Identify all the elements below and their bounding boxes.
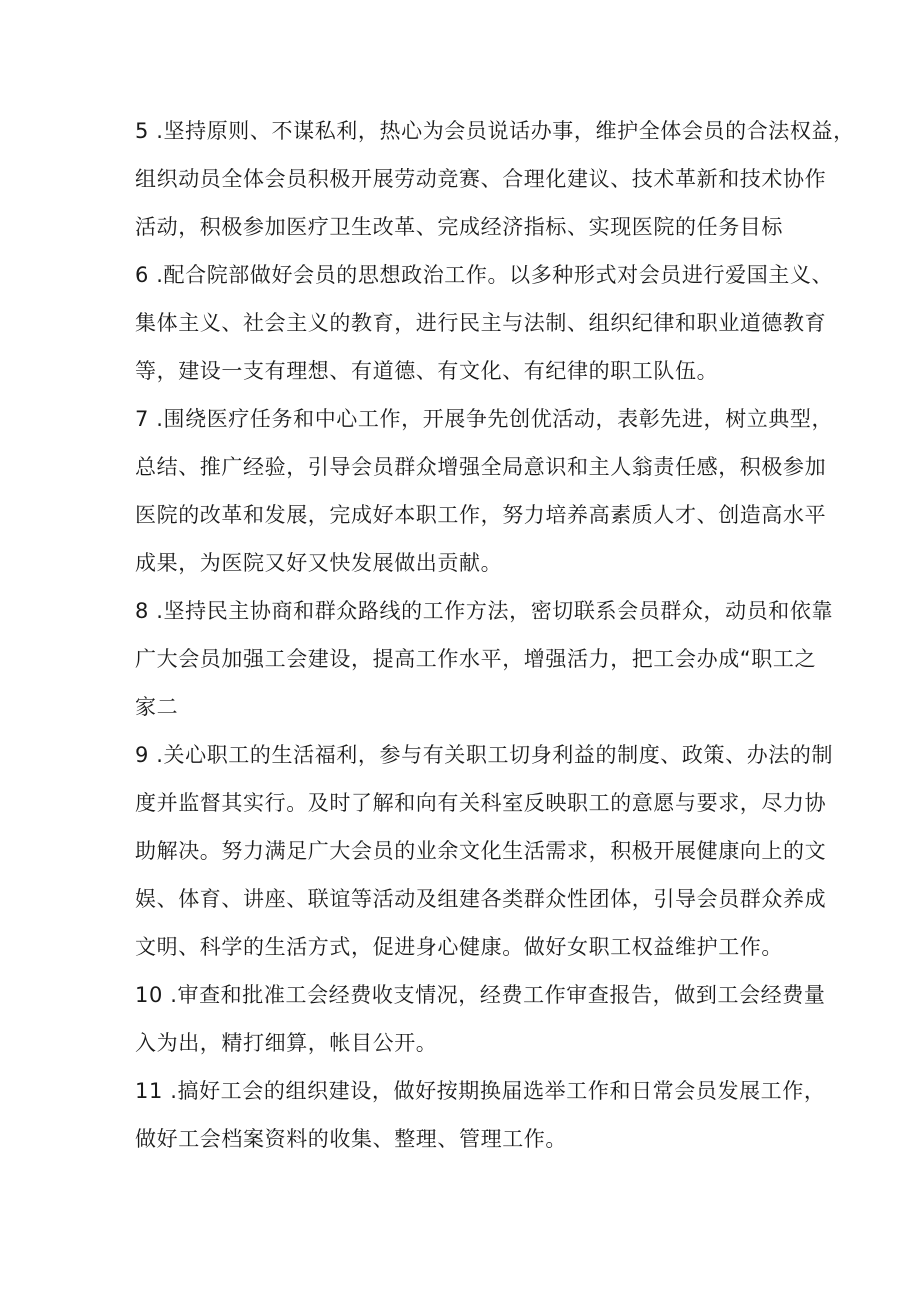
document-body — [135, 107, 855, 1163]
text-line: 组织动员全体会员积极开展劳动竞赛、合理化建议、技术革新和技术协作 — [135, 167, 827, 191]
list-item-6 — [135, 251, 834, 395]
list-item-8 — [135, 587, 834, 731]
text-line: 成果，为医院又好又快发展做出贡献。 — [135, 551, 503, 575]
text-line: 6 .配合院部做好会员的思想政治工作。以多种形式对会员进行爱国主义、 — [135, 263, 834, 287]
text-line: 文明、科学的生活方式，促进身心健康。做好女职工权益维护工作。 — [135, 935, 783, 959]
list-item-10 — [135, 971, 826, 1067]
text-line: 娱、体育、讲座、联谊等活动及组建各类群众性团体，引导会员群众养成 — [135, 887, 827, 911]
text-line: 等，建设一支有理想、有道德、有文化、有纪律的职工队伍。 — [135, 359, 719, 383]
text-line: 医院的改革和发展，完成好本职工作，努力培养高素质人才、创造高水平 — [135, 503, 827, 527]
text-line: 助解决。努力满足广大会员的业余文化生活需求，积极开展健康向上的文 — [135, 839, 827, 863]
list-item-7 — [135, 395, 834, 587]
text-line: 活动，积极参加医疗卫生改革、完成经济指标、实现医院的任务目标 — [135, 215, 783, 239]
list-item-5 — [135, 107, 855, 251]
text-line: 入为出，精打细算，帐目公开。 — [135, 1031, 438, 1055]
text-line: 7 .围绕医疗任务和中心工作，开展争先创优活动，表彰先进，树立典型， — [135, 407, 834, 431]
text-line: 9 .关心职工的生活福利，参与有关职工切身利益的制度、政策、办法的制 — [135, 743, 834, 767]
text-line: 集体主义、社会主义的教育，进行民主与法制、组织纪律和职业道德教育 — [135, 311, 827, 335]
list-item-9 — [135, 731, 834, 971]
list-item-11 — [135, 1067, 826, 1163]
text-line: 广大会员加强工会建设，提高工作水平，增强活力，把工会办成“职工之 — [135, 647, 817, 671]
text-line: 度并监督其实行。及时了解和向有关科室反映职工的意愿与要求，尽力协 — [135, 791, 827, 815]
text-line: 5 .坚持原则、不谋私利，热心为会员说话办事，维护全体会员的合法权益， — [135, 119, 855, 143]
text-line: 8 .坚持民主协商和群众路线的工作方法，密切联系会员群众，动员和依靠 — [135, 599, 834, 623]
text-line: 家二 — [135, 695, 179, 719]
text-line: 总结、推广经验，引导会员群众增强全局意识和主人翁责任感，积极参加 — [135, 455, 827, 479]
text-line: 做好工会档案资料的收集、整理、管理工作。 — [135, 1127, 567, 1151]
text-line: 10 .审查和批准工会经费收支情况，经费工作审查报告，做到工会经费量 — [135, 983, 826, 1007]
text-line: 11 .搞好工会的组织建设，做好按期换届选举工作和日常会员发展工作， — [135, 1079, 826, 1103]
